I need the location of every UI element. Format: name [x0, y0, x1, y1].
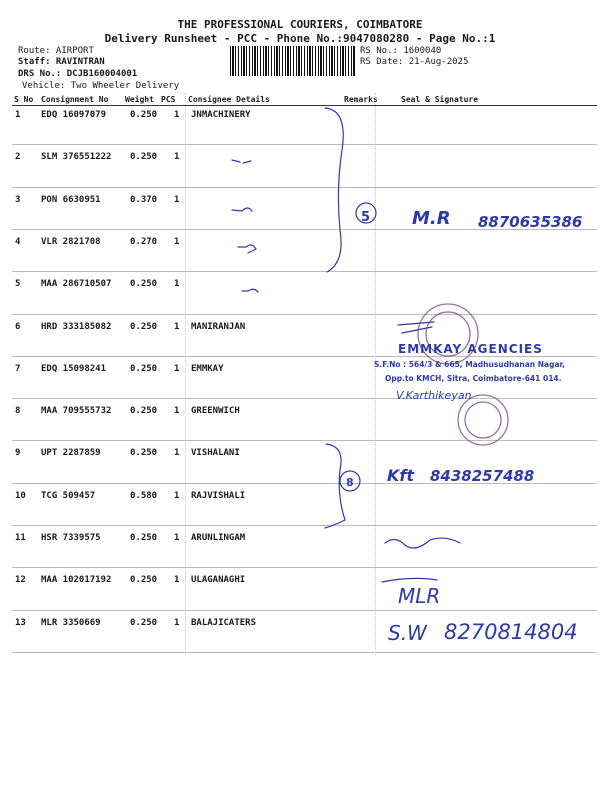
tick-mark [232, 208, 252, 211]
row-sno: 2 [15, 152, 21, 162]
rs-date: RS Date: 21-Aug-2025 [360, 57, 469, 67]
row-pcs: 1 [174, 279, 180, 289]
row-weight: 0.250 [130, 575, 158, 585]
row-consignee: BALAJICATERS [191, 618, 257, 628]
row-weight: 0.250 [130, 406, 158, 416]
row-consignee: MANIRANJAN [191, 322, 246, 332]
handwritten-phone: 8438257488 [430, 467, 535, 485]
row-sno: 5 [15, 279, 21, 289]
row-consignment-no: MAA 709555732 [41, 406, 112, 416]
row-weight: 0.270 [130, 237, 158, 247]
row-pcs: 1 [174, 152, 180, 162]
row-weight: 0.250 [130, 533, 158, 543]
row-consignee: EMMKAY [191, 364, 224, 374]
handwritten-signature: V.Karthikeyan [396, 389, 472, 402]
row-consignment-no: MAA 286710507 [41, 279, 112, 289]
drs-label: DRS No.: DCJB160004001 [18, 69, 138, 79]
row-sno: 4 [15, 237, 21, 247]
row-consignee: VISHALANI [191, 448, 240, 458]
row-consignee: GREENWICH [191, 406, 240, 416]
row-weight: 0.250 [130, 279, 158, 289]
row-pcs: 1 [174, 322, 180, 332]
row-consignee: RAJVISHALI [191, 491, 246, 501]
row-sno: 11 [15, 533, 26, 543]
handwritten-count: 8 [346, 476, 354, 489]
row-consignment-no: TCG 509457 [41, 491, 96, 501]
row-pcs: 1 [174, 533, 180, 543]
row-sno: 7 [15, 364, 21, 374]
tick-mark [232, 160, 251, 163]
staff-label: Staff: RAVINTRAN [18, 57, 105, 67]
row-pcs: 1 [174, 618, 180, 628]
handwritten-signature: S.W [388, 621, 427, 645]
row-sno: 12 [15, 575, 26, 585]
row-consignment-no: VLR 2821708 [41, 237, 101, 247]
col-seal-signature: Seal & Signature [401, 95, 479, 104]
tick-mark [242, 289, 258, 292]
tick-mark [238, 245, 256, 253]
company-stamp-name: EMMKAY AGENCIES [398, 342, 543, 356]
row-weight: 0.250 [130, 448, 158, 458]
row-sno: 1 [15, 110, 21, 120]
company-title: THE PROFESSIONAL COURIERS, COIMBATORE [177, 18, 423, 31]
row-pcs: 1 [174, 406, 180, 416]
row-consignment-no: PON 6630951 [41, 195, 101, 205]
col-pcs: PCS [161, 95, 176, 104]
row-consignment-no: MLR 3350669 [41, 618, 101, 628]
handwritten-signature: MLR [398, 584, 441, 608]
handwritten-phone: 8270814804 [444, 620, 578, 644]
row-sno: 3 [15, 195, 21, 205]
row-sno: 6 [15, 322, 21, 332]
handwritten-count: 5 [361, 210, 371, 225]
row-sno: 13 [15, 618, 26, 628]
row-pcs: 1 [174, 575, 180, 585]
signature-underline [382, 578, 437, 582]
row-consignment-no: UPT 2287859 [41, 448, 101, 458]
row-consignee: ULAGANAGHI [191, 575, 246, 585]
col-consignment: Consignment No [41, 95, 109, 104]
company-stamp-address1: S.F.No : 564/3 & 665, Madhusudhanan Nagar, [374, 360, 565, 369]
row-weight: 0.250 [130, 152, 158, 162]
handwritten-signature: Kft [387, 466, 415, 485]
row-weight: 0.250 [130, 364, 158, 374]
row-pcs: 1 [174, 195, 180, 205]
bracket-mark [325, 108, 343, 272]
runsheet-subtitle: Delivery Runsheet - PCC - Phone No.:9047080280 - Page No.:1 [104, 32, 496, 45]
row-consignee: JNMACHINERY [191, 110, 251, 120]
signature-scribble [385, 538, 460, 548]
row-pcs: 1 [174, 364, 180, 374]
row-weight: 0.250 [130, 110, 158, 120]
row-sno: 10 [15, 491, 26, 501]
row-consignment-no: HSR 7339575 [41, 533, 101, 543]
row-consignee: ARUNLINGAM [191, 533, 246, 543]
row-pcs: 1 [174, 237, 180, 247]
col-sno: S No [14, 95, 34, 104]
company-stamp-address2: Opp.to KMCH, Sitra, Coimbatore-641 014. [385, 374, 562, 383]
col-consignee: Consignee Details [188, 95, 270, 104]
row-weight: 0.580 [130, 491, 158, 501]
row-sno: 9 [15, 448, 21, 458]
row-consignment-no: HRD 333185082 [41, 322, 112, 332]
row-pcs: 1 [174, 110, 180, 120]
col-weight: Weight [125, 95, 154, 104]
rs-number: RS No.: 1600040 [360, 46, 442, 56]
col-remarks: Remarks [344, 95, 378, 104]
row-pcs: 1 [174, 491, 180, 501]
row-weight: 0.370 [130, 195, 158, 205]
row-consignment-no: SLM 376551222 [41, 152, 112, 162]
row-consignment-no: EDQ 15098241 [41, 364, 107, 374]
row-consignment-no: EDQ 16097079 [41, 110, 107, 120]
row-pcs: 1 [174, 448, 180, 458]
route-label: Route: AIRPORT [18, 46, 94, 56]
row-consignment-no: MAA 102017192 [41, 575, 112, 585]
row-weight: 0.250 [130, 322, 158, 332]
row-sno: 8 [15, 406, 21, 416]
vehicle-label: Vehicle: Two Wheeler Delivery [22, 81, 180, 91]
row-weight: 0.250 [130, 618, 158, 628]
handwritten-signature: M.R [412, 208, 451, 229]
handwritten-phone: 8870635386 [478, 213, 583, 231]
